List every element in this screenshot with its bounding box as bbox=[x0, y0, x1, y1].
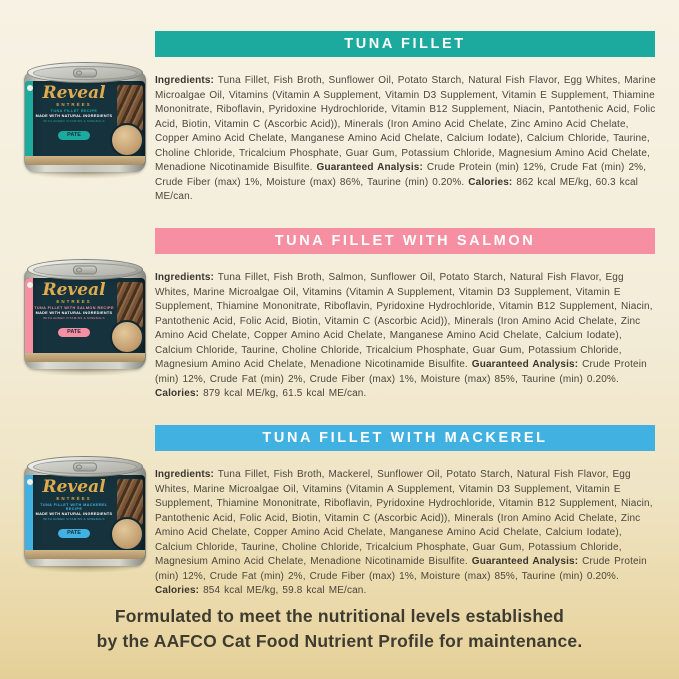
can-body bbox=[24, 269, 146, 369]
calories-text: 854 kcal ME/kg, 59.8 kcal ME/can. bbox=[203, 585, 367, 596]
pate-strip bbox=[25, 550, 145, 559]
brand-badge-icon bbox=[27, 85, 33, 91]
section-tuna-fillet-salmon bbox=[0, 228, 679, 418]
calories-text: 879 kcal ME/kg, 61.5 kcal ME/can. bbox=[203, 388, 367, 399]
brand-subtitle: ENTRÉES bbox=[56, 102, 92, 107]
ingredients-label: Ingredients: bbox=[155, 75, 215, 86]
analysis-label: Guaranteed Analysis: bbox=[471, 359, 579, 370]
brand-logo: Reveal bbox=[42, 280, 106, 300]
analysis-text: Crude Protein (min) 12%, Crude Fat (min) 2%, Crude Fiber (max) 1%, Moisture (max) 85%, Taurine (min) 0.20%. bbox=[155, 556, 647, 582]
analysis-text: Crude Protein (min) 12%, Crude Fat (min) 2%, Crude Fiber (max) 1%, Moisture (max) 85%, Taurine (min) 0.20%. bbox=[155, 359, 647, 385]
can-label bbox=[25, 81, 145, 165]
can-claim: MADE WITH NATURAL INGREDIENTS bbox=[35, 114, 113, 118]
pate-photo bbox=[110, 517, 144, 551]
can-body bbox=[24, 72, 146, 172]
pate-pill: PATE bbox=[58, 529, 90, 538]
can-claim: MADE WITH NATURAL INGREDIENTS bbox=[35, 311, 113, 315]
brand-subtitle: ENTRÉES bbox=[56, 299, 92, 304]
flavor-header-tuna-fillet: TUNA FILLET bbox=[155, 31, 655, 57]
can-recipe-name: TUNA FILLET WITH SALMON RECIPE bbox=[34, 306, 114, 310]
calories-text: 862 kcal ME/kg, 60.3 kcal ME/can. bbox=[155, 176, 639, 202]
ingredients-text: Tuna Fillet, Fish Broth, Mackerel, Sunflower Oil, Potato Starch, Natural Fish Flavor, Egg Whites, Marine Microalgae Oil, Vitamins (Vitamin A Supplement, Vitamin D3 Supplement, Vitamin E Supplement, Thiamine Mononitrate, Riboflavin, Pyridoxine Hydrochloride, Vitamin B12 Supplement, Niacin, Pantothenic Acid, Folic Acid, Biotin, Vitamin C (Ascorbic Acid)), Minerals (Iron Amino Acid Chelate, Zinc Amino Acid Chelate, Copper Amino Acid Chelate, Manganese Amino Acid Chelate, Calcium Iodate), Calcium Chloride, Taurine, Choline Chloride, Tricalcium Phosphate, Guar Gum, Potassium Chloride, Magnesium Amino Acid Chelate, Menadione Nicotinamide Bisulfite. bbox=[155, 469, 653, 567]
pull-tab-icon bbox=[73, 68, 97, 77]
can-label bbox=[25, 475, 145, 559]
pate-photo bbox=[110, 320, 144, 354]
can-body bbox=[24, 466, 146, 566]
can-subclaim: WITH ADDED VITAMINS & MINERALS bbox=[43, 316, 105, 320]
ingredients-paragraph bbox=[155, 468, 662, 599]
can-claim: MADE WITH NATURAL INGREDIENTS bbox=[35, 512, 113, 516]
brand-badge-icon bbox=[27, 282, 33, 288]
ingredients-label: Ingredients: bbox=[155, 469, 215, 480]
ingredients-label: Ingredients: bbox=[155, 272, 215, 283]
can-lid bbox=[27, 62, 143, 83]
calories-label: Calories: bbox=[468, 176, 513, 188]
can-label-text bbox=[34, 281, 114, 338]
aafco-statement bbox=[0, 604, 679, 654]
can-label bbox=[25, 278, 145, 362]
label-accent-strip bbox=[25, 278, 33, 362]
pull-tab-icon bbox=[73, 265, 97, 274]
product-can-tuna-fillet-mackerel bbox=[24, 456, 146, 568]
analysis-label: Guaranteed Analysis: bbox=[316, 162, 423, 173]
calories-label: Calories: bbox=[155, 585, 200, 596]
section-tuna-fillet-mackerel bbox=[0, 425, 679, 615]
section-tuna-fillet bbox=[0, 31, 679, 221]
aafco-statement-line2: by the AAFCO Cat Food Nutrient Profile for maintenance. bbox=[96, 631, 583, 651]
pate-pill: PATE bbox=[58, 328, 90, 337]
can-lid bbox=[27, 259, 143, 280]
pull-tab-icon bbox=[73, 462, 97, 471]
can-subclaim: WITH ADDED VITAMINS & MINERALS bbox=[43, 119, 105, 123]
can-lid bbox=[27, 456, 143, 477]
flavor-header-tuna-fillet-salmon: TUNA FILLET WITH SALMON bbox=[155, 228, 655, 254]
analysis-label: Guaranteed Analysis: bbox=[471, 556, 579, 567]
pate-photo bbox=[110, 123, 144, 157]
flavor-header-tuna-fillet-mackerel: TUNA FILLET WITH MACKEREL bbox=[155, 425, 655, 451]
can-label-text bbox=[34, 478, 114, 539]
pate-pill: PATE bbox=[58, 131, 90, 140]
label-accent-strip bbox=[25, 475, 33, 559]
pate-strip bbox=[25, 353, 145, 362]
product-can-tuna-fillet bbox=[24, 62, 146, 174]
can-subclaim: WITH ADDED VITAMINS & MINERALS bbox=[43, 517, 105, 521]
label-accent-strip bbox=[25, 81, 33, 165]
aafco-statement-line1: Formulated to meet the nutritional levels established bbox=[114, 606, 565, 626]
ingredients-text: Tuna Fillet, Fish Broth, Salmon, Sunflower Oil, Potato Starch, Natural Fish Flavor, Egg Whites, Marine Microalgae Oil, Vitamins (Vitamin A Supplement, Vitamin D3 Supplement, Vitamin E Supplement, Thiamine Mononitrate, Riboflavin, Pyridoxine Hydrochloride, Vitamin B12 Supplement, Niacin, Pantothenic Acid, Folic Acid, Biotin, Vitamin C (Ascorbic Acid)), Minerals (Iron Amino Acid Chelate, Zinc Amino Acid Chelate, Copper Amino Acid Chelate, Manganese Amino Acid Chelate, Calcium Iodate), Calcium Chloride, Taurine, Choline Chloride, Tricalcium Phosphate, Guar Gum, Potassium Chloride, Magnesium Amino Acid Chelate, Menadione Nicotinamide Bisulfite. bbox=[155, 272, 653, 370]
brand-subtitle: ENTRÉES bbox=[56, 496, 92, 501]
can-recipe-name: TUNA FILLET WITH MACKEREL RECIPE bbox=[40, 503, 108, 511]
ingredients-text: Tuna Fillet, Fish Broth, Sunflower Oil, Potato Starch, Natural Fish Flavor, Egg Whites, Marine Microalgae Oil, Vitamins (Vitamin A Supplement, Vitamin D3 Supplement, Vitamin E Supplement, Thiamine Mononitrate, Riboflavin, Pyridoxine Hydrochloride, Vitamin B12 Supplement, Niacin, Pantothenic Acid, Folic Acid, Biotin, Vitamin C (Ascorbic Acid)), Minerals (Iron Amino Acid Chelate, Zinc Amino Acid Chelate, Copper Amino Acid Chelate, Manganese Amino Acid Chelate, Calcium Iodate), Calcium Chloride, Taurine, Choline Chloride, Tricalcium Phosphate, Guar Gum, Potassium Chloride, Magnesium Amino Acid Chelate, Menadione Nicotinamide Bisulfite. bbox=[155, 75, 656, 173]
product-can-tuna-fillet-salmon bbox=[24, 259, 146, 371]
brand-logo: Reveal bbox=[42, 477, 106, 497]
ingredients-paragraph bbox=[155, 74, 662, 205]
can-label-text bbox=[34, 84, 114, 141]
can-recipe-name: TUNA FILLET RECIPE bbox=[50, 109, 98, 113]
brand-logo: Reveal bbox=[42, 83, 106, 103]
calories-label: Calories: bbox=[155, 388, 200, 399]
analysis-text: Crude Protein (min) 12%, Crude Fat (min) 2%, Crude Fiber (max) 1%, Moisture (max) 86%, Taurine (min) 0.20%. bbox=[155, 162, 647, 188]
pate-strip bbox=[25, 156, 145, 165]
ingredients-paragraph bbox=[155, 271, 662, 402]
brand-badge-icon bbox=[27, 479, 33, 485]
